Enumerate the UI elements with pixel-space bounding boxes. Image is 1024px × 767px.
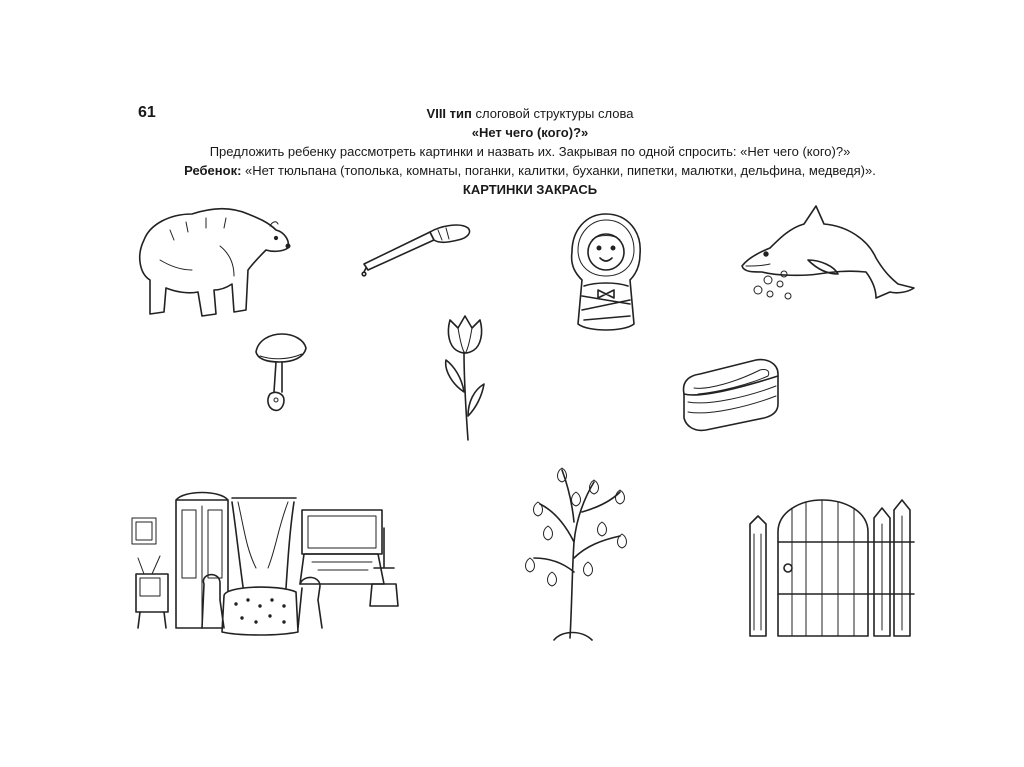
instruction-text: Предложить ребенку рассмотреть картинки и назвать их. Закрывая по одной спросить: «Нет чего (кого)?» — [209, 144, 851, 159]
bread-loaf-icon — [680, 354, 782, 434]
color-prompt: КАРТИНКИ ЗАКРАСЬ — [462, 182, 598, 197]
title-type: VIII тип — [426, 106, 472, 121]
title-rest: слоговой структуры слова — [471, 106, 634, 121]
worksheet-subtitle: «Нет чего (кого)?» — [471, 125, 589, 140]
bear-icon — [130, 200, 292, 322]
gate-icon — [744, 494, 920, 638]
dolphin-icon — [738, 200, 918, 304]
answer-line — [100, 161, 960, 180]
page-number: 61 — [138, 104, 156, 121]
tulip-icon — [440, 312, 490, 442]
poplar-tree-icon — [512, 462, 642, 642]
room-icon — [128, 488, 406, 638]
toadstool-icon — [252, 330, 308, 414]
pipette-icon — [360, 224, 474, 276]
answer-label: Ребенок: — [184, 163, 242, 178]
baby-icon — [568, 212, 644, 336]
worksheet-header — [100, 104, 960, 199]
worksheet-title — [100, 104, 960, 123]
answer-text: «Нет тюльпана (тополька, комнаты, поганки, калитки, буханки, пипетки, малютки, дельфина, медведя)». — [241, 163, 876, 178]
